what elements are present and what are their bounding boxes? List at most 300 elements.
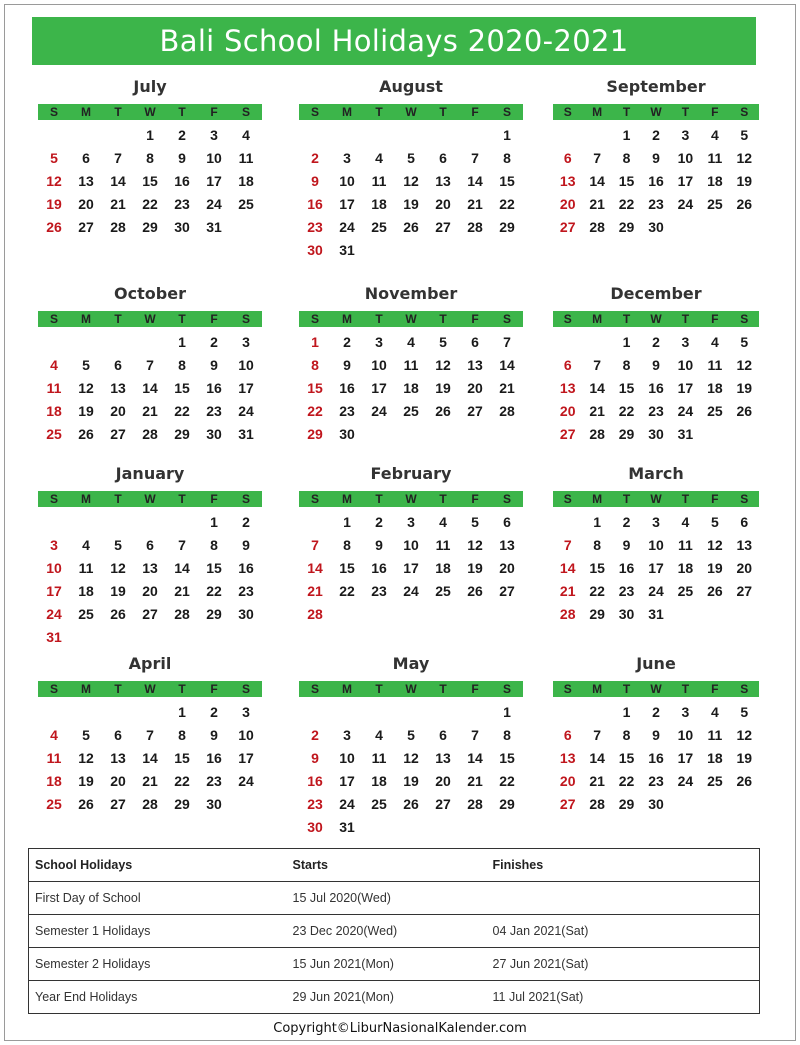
weekday-label: S (563, 105, 572, 119)
day-cell: 3 (343, 727, 351, 743)
day-cell: 19 (46, 196, 62, 212)
day-cell: 18 (403, 380, 419, 396)
weekday-label: S (49, 682, 58, 696)
day-cell: 11 (707, 150, 723, 166)
day-cell: 15 (618, 380, 635, 396)
day-cell: 3 (210, 127, 218, 143)
day-cell: 8 (178, 357, 186, 373)
day-empty (459, 701, 491, 724)
month-name: September (606, 77, 706, 96)
day-cell: 23 (206, 403, 222, 419)
day-empty (553, 511, 582, 534)
day-cell: 6 (563, 357, 572, 373)
weekday-label: F (210, 492, 218, 506)
day-empty (427, 124, 459, 147)
day-cell: 24 (371, 403, 387, 419)
weekday-label: S (563, 312, 572, 326)
day-cell: 26 (736, 403, 753, 419)
day-empty (70, 701, 102, 724)
day-cell: 18 (707, 173, 723, 189)
day-cell: 12 (736, 150, 753, 166)
weekday-label: W (144, 492, 156, 506)
day-empty (553, 701, 582, 724)
day-cell: 20 (110, 403, 126, 419)
day-cell: 1 (593, 514, 602, 530)
day-cell: 20 (78, 196, 94, 212)
day-cell: 19 (78, 403, 94, 419)
day-cell: 19 (435, 380, 451, 396)
day-grid (299, 701, 523, 839)
weekday-label: S (502, 312, 511, 326)
row-starts: 15 Jul 2020(Wed) (287, 882, 487, 915)
day-cell: 4 (439, 514, 447, 530)
day-cell: 5 (50, 150, 58, 166)
weekday-label: T (178, 682, 186, 696)
day-cell: 27 (559, 796, 576, 812)
day-cell: 17 (339, 773, 355, 789)
day-cell: 20 (110, 773, 126, 789)
day-cell: 9 (375, 537, 383, 553)
day-cell: 14 (142, 750, 158, 766)
day-empty (38, 331, 70, 354)
weekday-label: T (439, 312, 447, 326)
day-cell: 23 (339, 403, 355, 419)
day-empty (38, 124, 70, 147)
day-cell: 27 (559, 219, 576, 235)
weekday-label: T (375, 105, 383, 119)
day-cell: 28 (307, 606, 323, 622)
day-empty (582, 124, 611, 147)
day-cell: 26 (736, 773, 753, 789)
month-calendar (299, 283, 523, 446)
day-cell: 16 (648, 173, 664, 189)
weekday-header (553, 491, 759, 507)
day-cell: 3 (652, 514, 660, 530)
day-cell: 12 (736, 357, 753, 373)
day-cell: 5 (471, 514, 479, 530)
day-cell: 15 (589, 560, 605, 576)
day-cell: 27 (499, 583, 515, 599)
day-cell: 25 (677, 583, 694, 599)
copyright-footer: Copyright©LiburNasionalKalender.com (273, 1021, 527, 1036)
day-cell: 10 (371, 357, 387, 373)
weekday-label: T (681, 682, 690, 696)
weekday-label: W (650, 312, 662, 326)
day-cell: 30 (238, 606, 254, 622)
row-finishes: 04 Jan 2021(Sat) (487, 915, 760, 948)
day-cell: 24 (677, 403, 694, 419)
weekday-label: F (471, 312, 479, 326)
day-cell: 20 (435, 773, 451, 789)
day-cell: 31 (339, 242, 355, 258)
day-cell: 23 (618, 583, 635, 599)
day-cell: 24 (648, 583, 664, 599)
day-cell: 21 (307, 583, 323, 599)
day-empty (299, 124, 331, 147)
weekday-label: T (178, 492, 186, 506)
day-cell: 26 (403, 796, 419, 812)
row-starts: 29 Jun 2021(Mon) (287, 981, 487, 1014)
day-cell: 8 (593, 537, 602, 553)
day-cell: 2 (210, 334, 218, 350)
day-cell: 28 (589, 426, 605, 442)
day-empty (102, 511, 134, 534)
weekday-label: M (81, 105, 91, 119)
day-cell: 10 (648, 537, 664, 553)
day-cell: 19 (110, 583, 126, 599)
day-grid (38, 511, 262, 649)
day-cell: 23 (206, 773, 222, 789)
day-cell: 27 (467, 403, 483, 419)
day-empty (299, 511, 331, 534)
day-cell: 19 (467, 560, 483, 576)
day-empty (459, 124, 491, 147)
weekday-label: W (650, 492, 662, 506)
day-cell: 26 (736, 196, 753, 212)
day-cell: 9 (210, 357, 218, 373)
day-cell: 20 (559, 773, 576, 789)
header-school-holidays: School Holidays (29, 849, 287, 882)
weekday-label: F (210, 682, 218, 696)
day-cell: 21 (589, 403, 605, 419)
day-cell: 6 (471, 334, 479, 350)
day-cell: 9 (652, 727, 660, 743)
day-grid (553, 124, 759, 239)
day-cell: 1 (210, 514, 218, 530)
day-cell: 11 (371, 173, 387, 189)
day-cell: 15 (499, 750, 515, 766)
row-name: Semester 1 Holidays (29, 915, 287, 948)
day-cell: 18 (46, 403, 62, 419)
day-cell: 20 (142, 583, 158, 599)
day-cell: 2 (242, 514, 250, 530)
table-row (29, 981, 760, 1014)
day-cell: 25 (46, 426, 62, 442)
day-cell: 8 (622, 727, 631, 743)
day-cell: 19 (736, 750, 753, 766)
day-cell: 21 (142, 403, 158, 419)
day-empty (582, 701, 611, 724)
weekday-label: S (563, 682, 572, 696)
day-cell: 14 (589, 380, 605, 396)
day-cell: 13 (142, 560, 158, 576)
day-cell: 14 (142, 380, 158, 396)
day-cell: 6 (563, 150, 572, 166)
day-cell: 14 (467, 173, 483, 189)
day-cell: 9 (210, 727, 218, 743)
weekday-label: T (178, 312, 186, 326)
day-empty (134, 701, 166, 724)
day-cell: 4 (50, 357, 58, 373)
day-empty (395, 701, 427, 724)
month-calendar (553, 463, 759, 626)
day-cell: 1 (178, 704, 186, 720)
day-cell: 11 (707, 727, 723, 743)
day-cell: 30 (648, 426, 664, 442)
day-cell: 12 (467, 537, 483, 553)
month-calendar (38, 463, 262, 649)
day-grid (553, 331, 759, 446)
day-cell: 11 (371, 750, 387, 766)
day-cell: 24 (339, 796, 355, 812)
day-cell: 28 (142, 796, 158, 812)
day-cell: 16 (648, 750, 664, 766)
day-cell: 30 (206, 796, 222, 812)
day-grid (299, 331, 523, 446)
day-cell: 5 (82, 357, 90, 373)
weekday-label: T (622, 682, 631, 696)
day-cell: 9 (311, 750, 319, 766)
day-cell: 20 (499, 560, 515, 576)
day-cell: 9 (311, 173, 319, 189)
day-cell: 12 (110, 560, 126, 576)
day-cell: 3 (375, 334, 383, 350)
day-cell: 15 (339, 560, 355, 576)
day-cell: 6 (503, 514, 511, 530)
weekday-label: W (405, 682, 417, 696)
month-calendar (38, 283, 262, 446)
day-cell: 21 (467, 196, 483, 212)
day-cell: 3 (242, 704, 250, 720)
month-name: November (364, 284, 458, 303)
day-cell: 28 (559, 606, 576, 622)
weekday-header (38, 491, 262, 507)
day-cell: 7 (146, 357, 154, 373)
day-cell: 2 (652, 127, 660, 143)
weekday-label: T (622, 492, 631, 506)
day-empty (395, 124, 427, 147)
row-finishes: 11 Jul 2021(Sat) (487, 981, 760, 1014)
day-cell: 22 (589, 583, 605, 599)
day-cell: 5 (407, 150, 415, 166)
day-cell: 11 (46, 380, 62, 396)
day-cell: 10 (677, 727, 694, 743)
day-cell: 30 (307, 819, 323, 835)
day-cell: 28 (467, 219, 483, 235)
day-cell: 11 (78, 560, 94, 576)
day-cell: 7 (311, 537, 319, 553)
day-empty (427, 701, 459, 724)
day-cell: 25 (707, 403, 723, 419)
day-cell: 31 (648, 606, 664, 622)
weekday-label: S (310, 492, 319, 506)
day-cell: 9 (178, 150, 186, 166)
day-cell: 17 (648, 560, 664, 576)
day-cell: 14 (307, 560, 323, 576)
day-cell: 16 (174, 173, 190, 189)
day-cell: 28 (174, 606, 190, 622)
day-empty (363, 124, 395, 147)
day-cell: 22 (142, 196, 158, 212)
month-name: August (379, 77, 443, 96)
day-cell: 2 (210, 704, 218, 720)
day-cell: 16 (307, 196, 323, 212)
day-cell: 10 (46, 560, 62, 576)
day-cell: 31 (339, 819, 355, 835)
weekday-label: F (711, 312, 719, 326)
weekday-label: W (405, 492, 417, 506)
day-cell: 22 (174, 403, 190, 419)
day-cell: 28 (589, 219, 605, 235)
weekday-header (38, 104, 262, 120)
day-cell: 7 (178, 537, 186, 553)
day-cell: 30 (307, 242, 323, 258)
month-calendar (553, 653, 759, 816)
weekday-label: M (81, 492, 91, 506)
day-cell: 5 (740, 704, 749, 720)
day-cell: 25 (371, 219, 387, 235)
day-cell: 14 (499, 357, 515, 373)
day-empty (363, 701, 395, 724)
day-cell: 11 (707, 357, 723, 373)
day-cell: 30 (648, 796, 664, 812)
day-cell: 10 (677, 150, 694, 166)
day-cell: 2 (652, 704, 660, 720)
day-cell: 26 (403, 219, 419, 235)
day-cell: 9 (652, 357, 660, 373)
day-cell: 13 (78, 173, 94, 189)
weekday-label: T (114, 312, 122, 326)
day-cell: 4 (242, 127, 250, 143)
day-cell: 18 (707, 380, 723, 396)
weekday-label: S (740, 312, 749, 326)
weekday-label: S (502, 492, 511, 506)
row-name: First Day of School (29, 882, 287, 915)
day-cell: 21 (174, 583, 190, 599)
weekday-label: M (592, 105, 603, 119)
weekday-label: S (310, 105, 319, 119)
page-title: Bali School Holidays 2020-2021 (32, 17, 756, 65)
day-cell: 14 (467, 750, 483, 766)
day-cell: 14 (110, 173, 126, 189)
day-cell: 17 (46, 583, 62, 599)
day-cell: 31 (46, 629, 62, 645)
day-cell: 29 (618, 219, 635, 235)
day-cell: 16 (618, 560, 635, 576)
day-empty (582, 331, 611, 354)
weekday-label: S (241, 682, 250, 696)
day-cell: 21 (467, 773, 483, 789)
day-cell: 27 (142, 606, 158, 622)
day-cell: 20 (736, 560, 753, 576)
weekday-label: M (342, 105, 352, 119)
day-cell: 22 (618, 773, 635, 789)
weekday-header (553, 681, 759, 697)
day-cell: 24 (403, 583, 419, 599)
day-cell: 21 (110, 196, 126, 212)
day-cell: 10 (206, 150, 222, 166)
day-empty (134, 331, 166, 354)
day-cell: 13 (559, 173, 576, 189)
day-cell: 27 (435, 219, 451, 235)
day-cell: 13 (435, 173, 451, 189)
day-cell: 1 (146, 127, 154, 143)
day-cell: 24 (206, 196, 222, 212)
day-cell: 29 (589, 606, 605, 622)
day-cell: 29 (618, 426, 635, 442)
holiday-table (28, 848, 760, 1014)
day-cell: 15 (618, 173, 635, 189)
day-cell: 20 (435, 196, 451, 212)
day-cell: 27 (435, 796, 451, 812)
day-cell: 16 (648, 380, 664, 396)
day-cell: 7 (114, 150, 122, 166)
day-cell: 29 (499, 219, 515, 235)
day-cell: 27 (110, 426, 126, 442)
day-cell: 24 (238, 403, 254, 419)
day-cell: 4 (710, 704, 719, 720)
day-grid (299, 124, 523, 262)
day-cell: 1 (622, 127, 631, 143)
weekday-label: S (49, 105, 58, 119)
day-empty (331, 124, 363, 147)
day-cell: 11 (678, 537, 693, 553)
day-cell: 31 (238, 426, 254, 442)
day-cell: 25 (403, 403, 419, 419)
day-cell: 21 (589, 773, 605, 789)
day-cell: 8 (146, 150, 154, 166)
day-cell: 24 (238, 773, 254, 789)
weekday-header (553, 104, 759, 120)
month-calendar (299, 653, 523, 839)
day-cell: 13 (736, 537, 753, 553)
day-cell: 1 (178, 334, 186, 350)
day-empty (102, 124, 134, 147)
weekday-label: M (342, 682, 352, 696)
day-cell: 28 (142, 426, 158, 442)
day-cell: 22 (618, 196, 635, 212)
day-cell: 13 (467, 357, 483, 373)
holiday-table-header (29, 849, 760, 882)
day-cell: 26 (78, 796, 94, 812)
day-cell: 14 (589, 173, 605, 189)
weekday-header (38, 681, 262, 697)
day-cell: 1 (311, 334, 319, 350)
day-cell: 4 (710, 334, 719, 350)
day-cell: 17 (677, 173, 694, 189)
day-cell: 29 (174, 426, 190, 442)
day-cell: 22 (499, 196, 515, 212)
day-cell: 25 (371, 796, 387, 812)
weekday-label: T (114, 105, 122, 119)
day-cell: 7 (503, 334, 511, 350)
day-cell: 17 (339, 196, 355, 212)
day-cell: 11 (46, 750, 62, 766)
month-calendar (299, 76, 523, 262)
weekday-label: T (375, 682, 383, 696)
day-cell: 18 (78, 583, 94, 599)
header-finishes: Finishes (487, 849, 760, 882)
weekday-label: M (81, 312, 91, 326)
day-cell: 5 (407, 727, 415, 743)
day-empty (299, 701, 331, 724)
weekday-label: S (563, 492, 572, 506)
day-cell: 13 (435, 750, 451, 766)
table-row (29, 915, 760, 948)
day-cell: 21 (142, 773, 158, 789)
day-cell: 15 (174, 380, 190, 396)
day-cell: 3 (681, 704, 690, 720)
day-cell: 23 (371, 583, 387, 599)
day-cell: 17 (238, 380, 254, 396)
weekday-label: S (502, 105, 511, 119)
day-empty (102, 331, 134, 354)
day-cell: 5 (740, 334, 749, 350)
day-cell: 9 (622, 537, 631, 553)
day-cell: 29 (307, 426, 323, 442)
day-cell: 3 (242, 334, 250, 350)
day-cell: 2 (622, 514, 631, 530)
